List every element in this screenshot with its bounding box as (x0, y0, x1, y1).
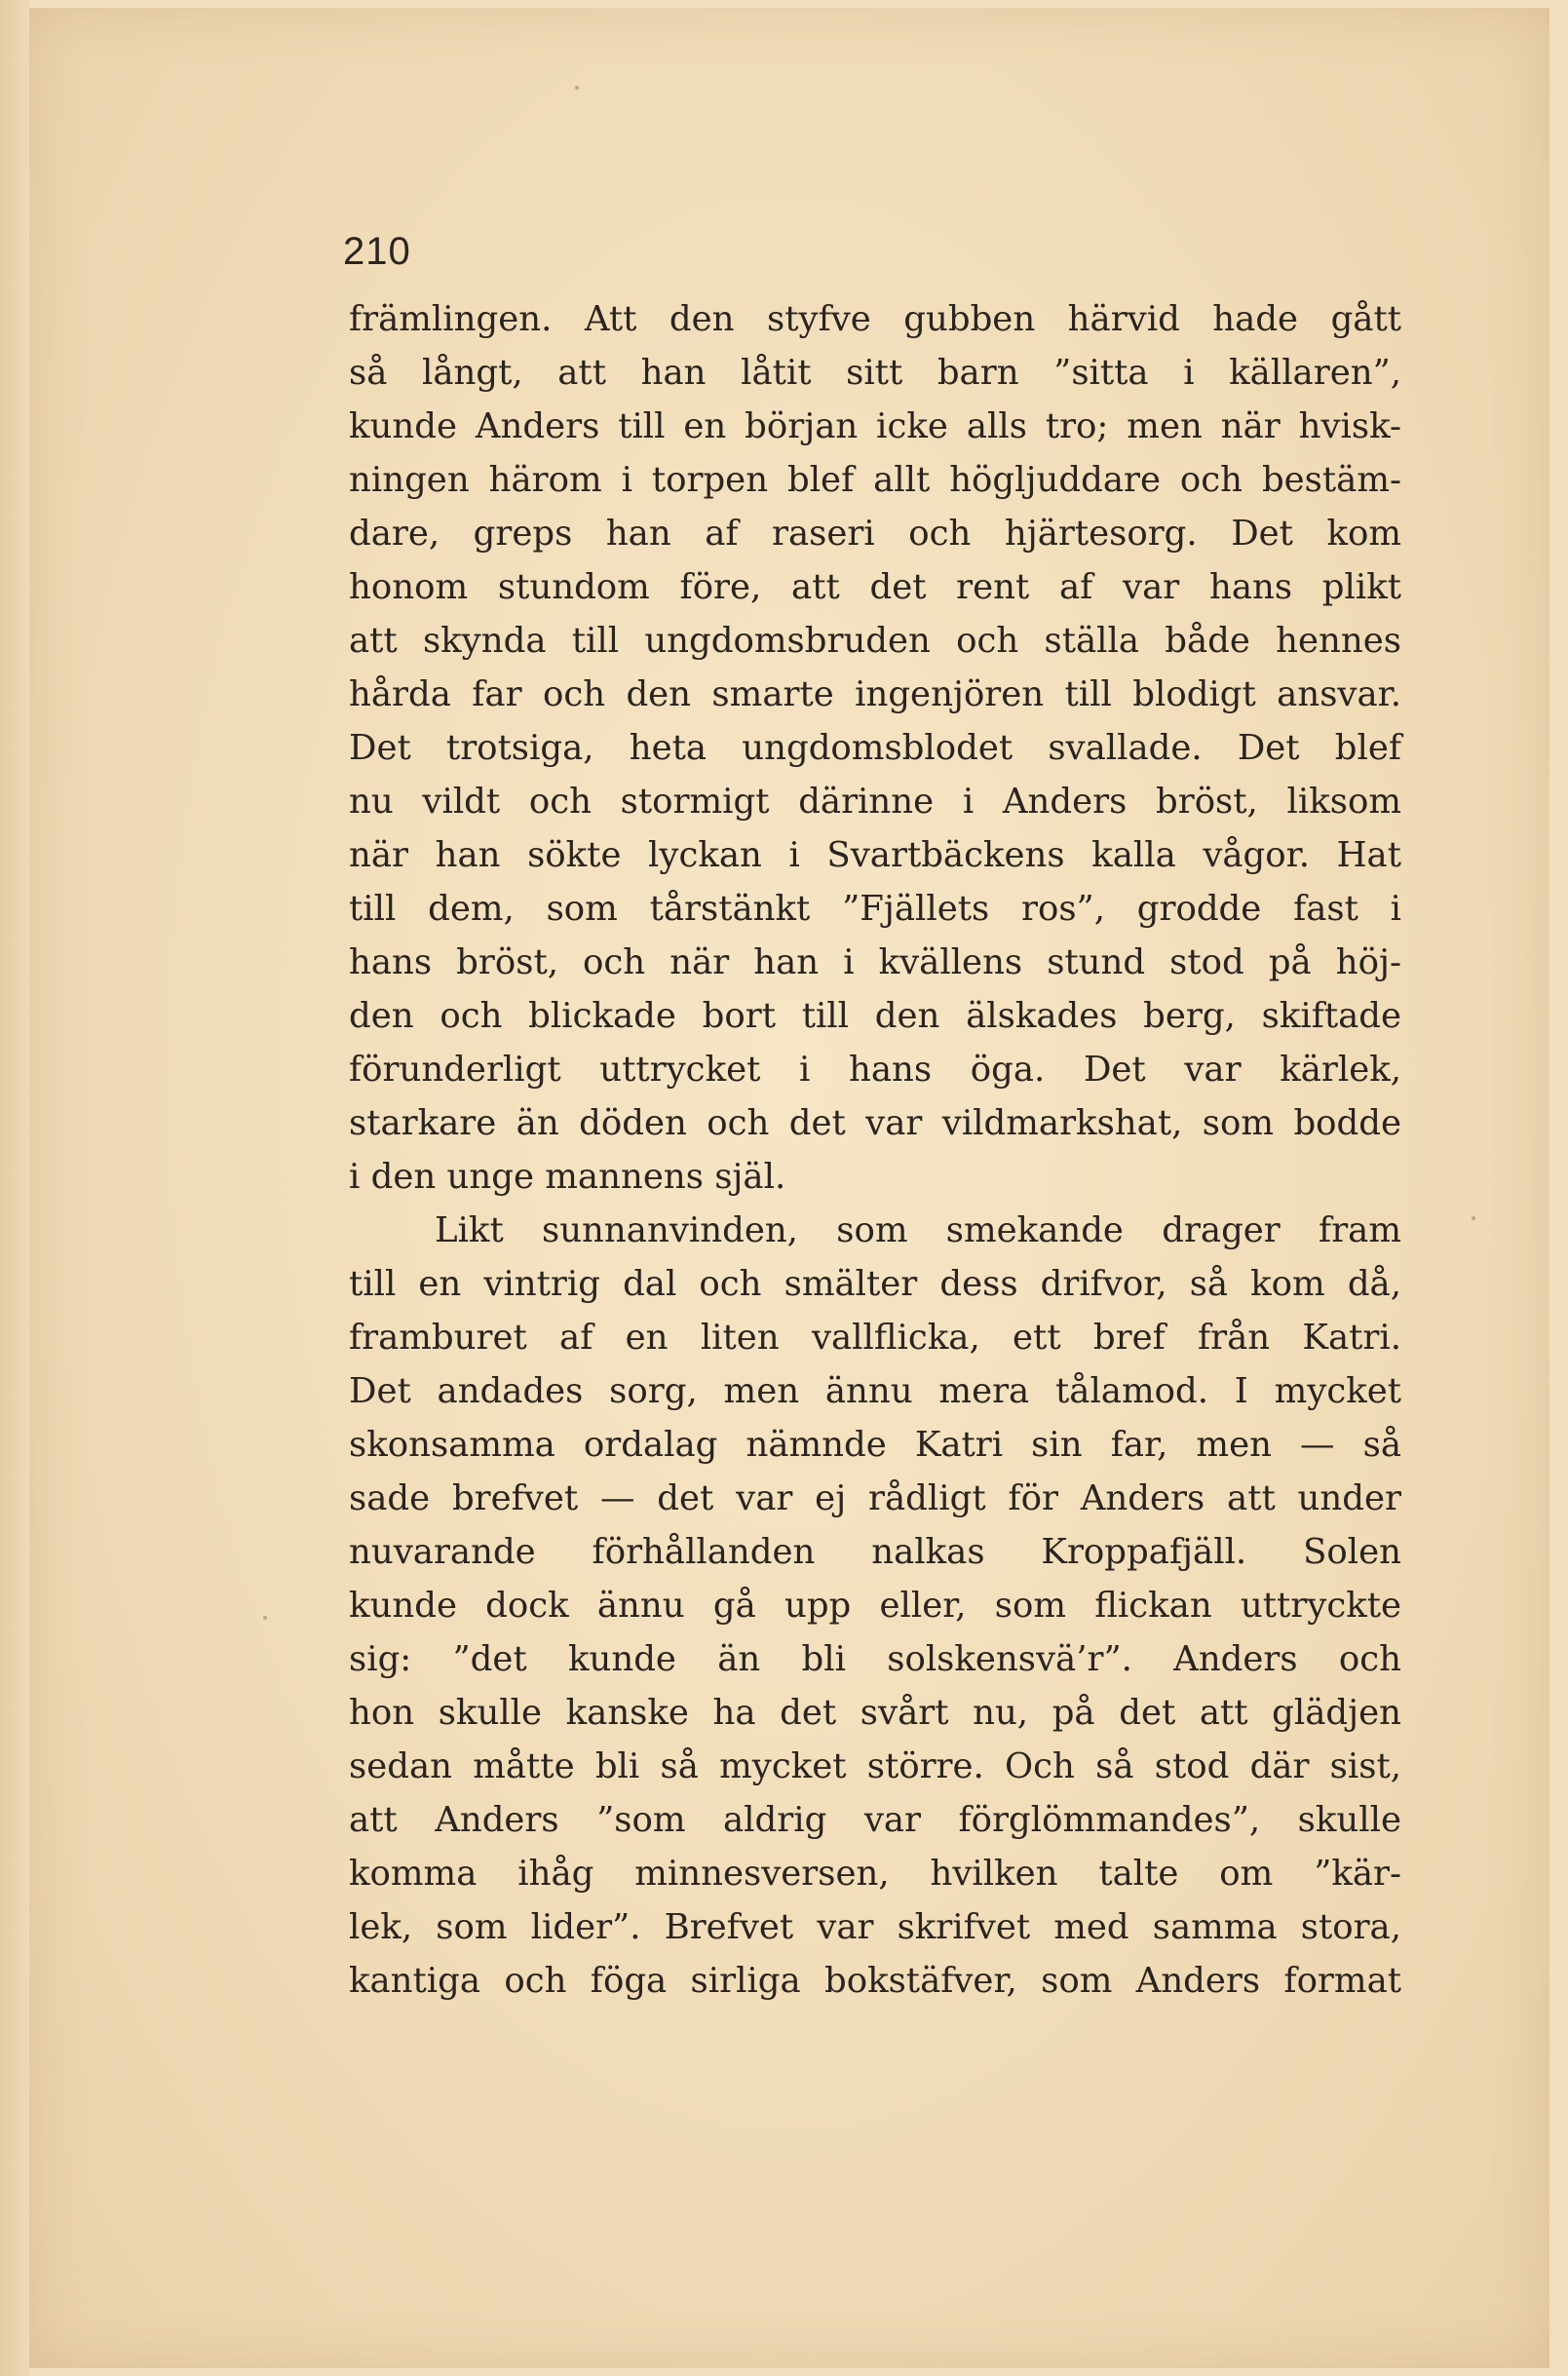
text-line: hon skulle kanske ha det svårt nu, på det att glädjen (349, 1693, 1401, 1733)
text-line: sig: ”det kunde än bli solskensvä’r”. Anders och (349, 1639, 1401, 1679)
text-line: så långt, att han låtit sitt barn ”sitta i källaren”, (349, 353, 1401, 393)
text-line: hårda far och den smarte ingenjören till blodigt ansvar. (349, 674, 1401, 714)
text-line: lek, som lider”. Brefvet var skrifvet med samma stora, (349, 1907, 1401, 1947)
text-line: ningen härom i torpen blef allt högljuddare och bestäm- (349, 460, 1401, 500)
text-line: kunde dock ännu gå upp eller, som flickan uttryckte (349, 1586, 1401, 1626)
paper-speck (1472, 1216, 1475, 1220)
text-line: Det trotsiga, heta ungdomsblodet svallade. Det blef (349, 728, 1401, 768)
text-line: att skynda till ungdomsbruden och ställa både hennes (349, 621, 1401, 661)
text-line: komma ihåg minnesversen, hvilken talte om ”kär- (349, 1854, 1401, 1894)
text-line: honom stundom före, att det rent af var hans plikt (349, 567, 1401, 607)
text-line: kunde Anders till en början icke alls tro; men när hvisk- (349, 406, 1401, 446)
text-line: dare, greps han af raseri och hjärtesorg. Det kom (349, 514, 1401, 554)
text-line: sade brefvet — det var ej rådligt för Anders att under (349, 1478, 1401, 1518)
text-line: sedan måtte bli så mycket större. Och så stod där sist, (349, 1746, 1401, 1786)
text-line: kantiga och föga sirliga bokstäfver, som Anders format (349, 1961, 1401, 2001)
paper-speck (263, 1616, 267, 1620)
text-line: främlingen. Att den styfve gubben härvid hade gått (349, 299, 1401, 339)
paper-speck (575, 86, 579, 90)
text-line: den och blickade bort till den älskades berg, skiftade (349, 996, 1401, 1036)
text-line: när han sökte lyckan i Svartbäckens kalla vågor. Hat (349, 835, 1401, 875)
text-line: till en vintrig dal och smälter dess drifvor, så kom då, (349, 1264, 1401, 1304)
text-line: hans bröst, och när han i kvällens stund stod på höj- (349, 942, 1401, 982)
text-line: att Anders ”som aldrig var förglömmandes”, skulle (349, 1800, 1401, 1840)
text-line: förunderligt uttrycket i hans öga. Det var kärlek, (349, 1050, 1401, 1090)
text-line: nu vildt och stormigt därinne i Anders bröst, liksom (349, 782, 1401, 822)
text-line: till dem, som tårstänkt ”Fjällets ros”, grodde fast i (349, 889, 1401, 929)
text-line: starkare än döden och det var vildmarkshat, som bodde (349, 1103, 1401, 1143)
page-number: 210 (343, 230, 411, 273)
paragraph-start-line: Likt sunnanvinden, som smekande drager fram (435, 1210, 1401, 1250)
text-line: Det andades sorg, men ännu mera tålamod. I mycket (349, 1371, 1401, 1411)
paragraph-end-line: i den unge mannens själ. (349, 1157, 786, 1197)
text-line: skonsamma ordalag nämnde Katri sin far, men — så (349, 1425, 1401, 1465)
text-line: framburet af en liten vallflicka, ett bref från Katri. (349, 1318, 1401, 1358)
body-text (349, 292, 1401, 2008)
page-edge-shadow (0, 0, 29, 2376)
text-line: nuvarande förhållanden nalkas Kroppafjäll. Solen (349, 1532, 1401, 1572)
